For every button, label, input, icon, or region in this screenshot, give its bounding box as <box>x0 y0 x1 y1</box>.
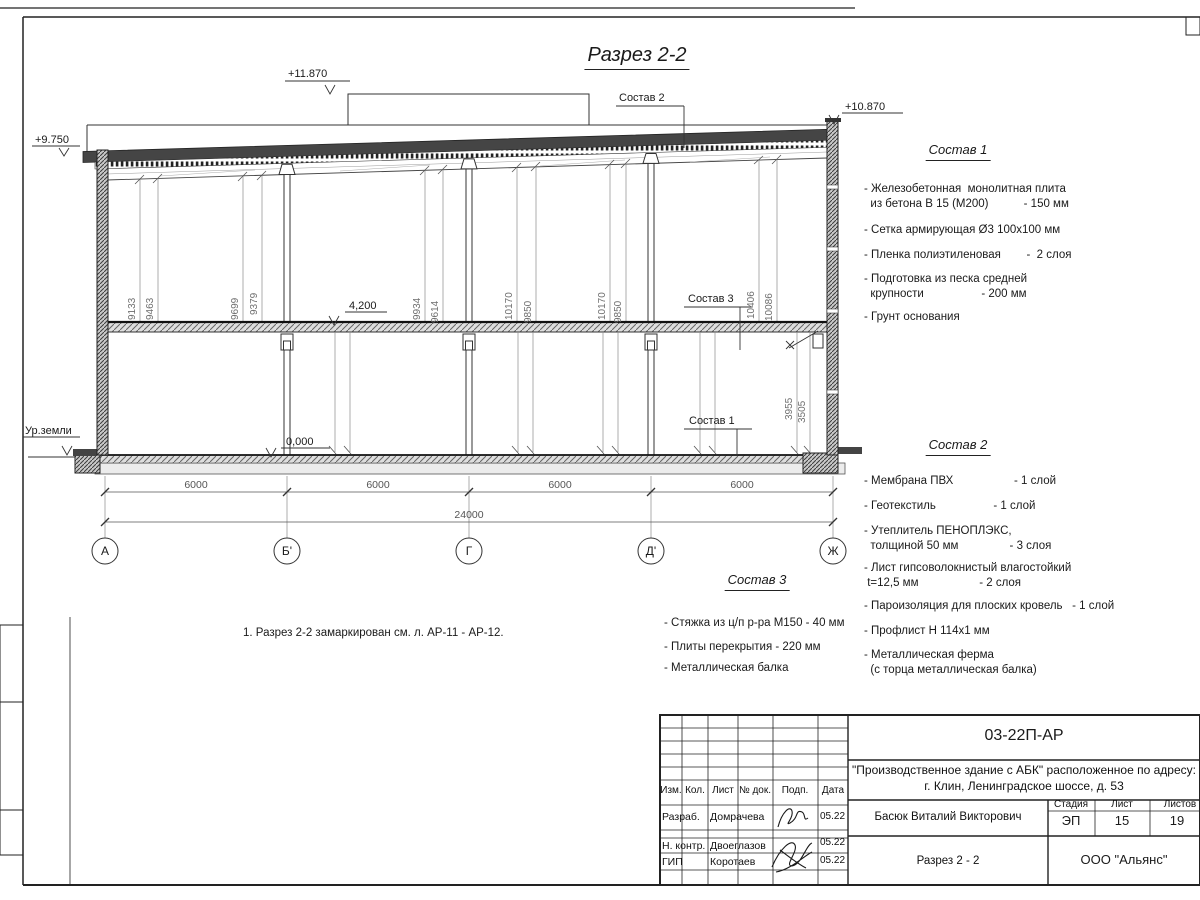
axis-bubble-label: Г <box>465 544 473 558</box>
rod-dim: 10170 <box>597 292 608 320</box>
spec2-line: - Пароизоляция для плоских кровель - 1 слой <box>864 600 1115 612</box>
bay-dim: 6000 <box>184 479 208 491</box>
spec3-header: Состав 3 <box>725 573 790 591</box>
rod-dim: 9463 <box>145 297 156 320</box>
sheets-label: Листов <box>1163 799 1197 810</box>
bay-dim: 6000 <box>730 479 754 491</box>
date-razrab: 05.22 <box>820 811 846 822</box>
elevation-left: +9.750 <box>35 134 69 146</box>
project-name-line1: "Производственное здание с АБК" расположенное по адресу: <box>852 763 1196 777</box>
axis-bubble-label: А <box>100 544 109 558</box>
elevation-top: +11.870 <box>288 68 328 80</box>
doc-code: 03-22П-АР <box>984 727 1064 744</box>
total-dim: 24000 <box>454 509 484 521</box>
spec1-line: - Сетка армирующая Ø3 100x100 мм <box>864 224 1061 236</box>
chief-name: Басюк Виталий Викторович <box>874 811 1022 823</box>
spec3-line: - Металлическая балка <box>664 662 789 674</box>
rod-dim: 10170 <box>504 292 515 320</box>
col-izm: Изм. <box>660 785 682 796</box>
rod-dim: 9133 <box>127 297 138 320</box>
spec1-line: - Железобетонная монолитная плита <box>864 183 1066 195</box>
spec1-line: крупности - 200 мм <box>864 288 1027 300</box>
spec3-line: - Стяжка из ц/п р-ра М150 - 40 мм <box>664 617 845 629</box>
rod-dim: 9379 <box>249 292 260 315</box>
rod-dim: 9850 <box>613 300 624 323</box>
signature <box>772 843 812 872</box>
rod-dim: 9934 <box>412 297 423 320</box>
name-gip: Коротаев <box>710 856 756 868</box>
spec2-line: - Металлическая ферма <box>864 649 994 661</box>
sheet-value: 15 <box>1114 813 1130 828</box>
sheet-label: Лист <box>1111 799 1133 810</box>
spec1-header: Состав 1 <box>926 143 991 161</box>
spec2-line: t=12,5 мм - 2 слоя <box>864 577 1022 589</box>
spec1-line: - Подготовка из песка средней <box>864 273 1028 285</box>
drawing-title: Разрез 2-2 <box>584 44 689 70</box>
role-nkontr: Н. контр. <box>662 840 706 852</box>
rod-dim: 10406 <box>746 291 757 319</box>
callout-sostav3: Состав 3 <box>688 293 734 305</box>
spec1-line: из бетона В 15 (М200) - 150 мм <box>864 198 1069 210</box>
bay-dim: 6000 <box>548 479 572 491</box>
rod-dim: 10086 <box>764 293 775 321</box>
elevation-right: +10.870 <box>845 101 886 113</box>
company-name: ООО "Альянс" <box>1080 852 1168 867</box>
spec2-line: - Геотекстиль - 1 слой <box>864 500 1036 512</box>
ground-level-label: Ур.земли <box>25 425 72 437</box>
col-ndok: № док. <box>738 785 772 796</box>
rod-dim: 9614 <box>430 300 441 323</box>
spec1-line: - Пленка полиэтиленовая - 2 слоя <box>864 249 1072 261</box>
axis-bubble-label: Ж <box>827 544 839 558</box>
rod-dim: 9850 <box>523 300 534 323</box>
rod-dim: 3505 <box>797 400 808 423</box>
col-data: Дата <box>821 785 845 796</box>
elevation-floor2: 4,200 <box>349 300 377 312</box>
callout-sostav2: Состав 2 <box>619 92 665 104</box>
drawing-note: 1. Разрез 2-2 замаркирован см. л. АР-11 - АР-12. <box>243 627 504 639</box>
date-gip: 05.22 <box>820 855 846 866</box>
name-razrab: Домрачева <box>710 811 765 823</box>
spec2-line: - Утеплитель ПЕНОПЛЭКС, <box>864 525 1012 537</box>
col-list: Лист <box>712 785 734 796</box>
col-kol: Кол. <box>685 785 705 796</box>
rod-dim: 9699 <box>230 297 241 320</box>
spec2-line: - Профлист Н 114x1 мм <box>864 625 990 637</box>
rod-dim: 3955 <box>784 397 795 420</box>
spec2-line: - Мембрана ПВХ - 1 слой <box>864 475 1057 487</box>
col-podp: Подп. <box>781 785 809 796</box>
drawing-name: Разрез 2 - 2 <box>916 855 980 867</box>
name-nkontr: Двоеглазов <box>710 840 766 852</box>
signature <box>778 809 808 827</box>
spec2-line: толщиной 50 мм - 3 слоя <box>864 540 1052 552</box>
axis-bubble-label: Д' <box>645 544 657 558</box>
spec2-line: (с торца металлическая балка) <box>864 664 1037 676</box>
spec1-line: - Грунт основания <box>864 311 960 323</box>
stage-value: ЭП <box>1061 813 1081 828</box>
bay-dim: 6000 <box>366 479 390 491</box>
role-razrab: Разраб. <box>662 811 700 823</box>
building-section <box>28 94 862 474</box>
stage-label: Стадия <box>1053 799 1089 810</box>
spec2-header: Состав 2 <box>926 438 991 456</box>
spec2-line: - Лист гипсоволокнистый влагостойкий <box>864 562 1072 574</box>
callout-sostav1: Состав 1 <box>689 415 735 427</box>
spec3-line: - Плиты перекрытия - 220 мм <box>664 641 821 653</box>
role-gip: ГИП <box>662 856 683 868</box>
project-name-line2: г. Клин, Ленинградское шоссе, д. 53 <box>924 779 1124 793</box>
sheets-value: 19 <box>1169 813 1185 828</box>
date-nkontr: 05.22 <box>820 837 846 848</box>
axis-bubble-label: Б' <box>281 544 293 558</box>
elevation-floor1: 0,000 <box>286 436 314 448</box>
